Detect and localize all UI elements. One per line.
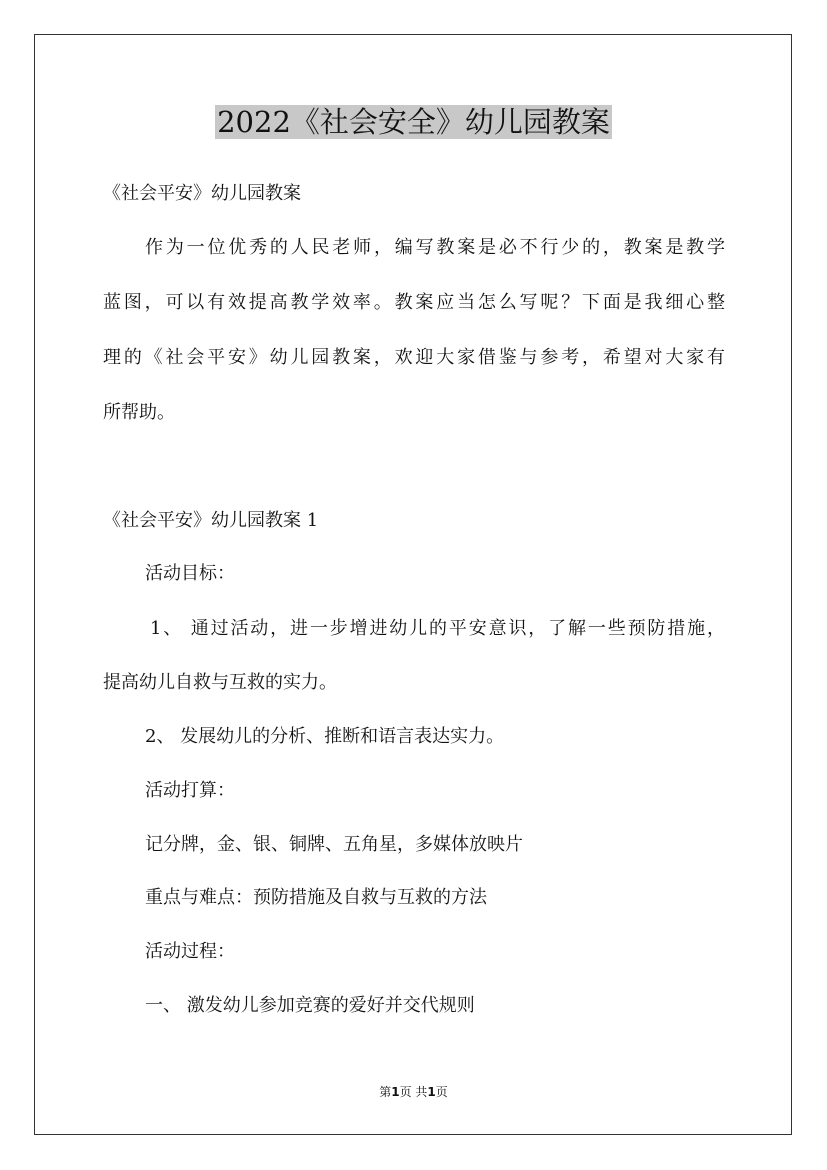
intro-line-3: 理的《社会平安》幼儿园教案，欢迎大家借鉴与参考，希望对大家有	[103, 347, 725, 368]
goal-1-line-2: 提高幼儿自救与互救的实力。	[103, 672, 337, 693]
intro-line-2: 蓝图，可以有效提高教学效率。教案应当怎么写呢？下面是我细心整	[103, 292, 725, 313]
footer-total-suffix: 页	[435, 1085, 448, 1099]
section-heading: 《社会平安》幼儿园教案 1	[103, 510, 319, 531]
footer-page-suffix: 页 共	[399, 1085, 428, 1099]
key-points: 重点与难点：预防措施及自救与互救的方法	[145, 887, 487, 908]
prep-heading: 活动打算：	[145, 780, 235, 801]
footer-page-prefix: 第	[379, 1085, 392, 1099]
process-step-1: 一、 激发幼儿参加竞赛的爱好并交代规则	[145, 995, 475, 1016]
goal-2: 2、 发展幼儿的分析、推断和语言表达实力。	[145, 726, 505, 747]
goal-1-line-1: 1、 通过活动，进一步增进幼儿的平安意识，了解一些预防措施，	[150, 618, 725, 639]
process-heading: 活动过程：	[145, 941, 235, 962]
document-subtitle: 《社会平安》幼儿园教案	[103, 183, 301, 204]
footer-total-pages: 1	[427, 1085, 436, 1099]
prep-items: 记分牌，金、银、铜牌、五角星，多媒体放映片	[145, 834, 523, 855]
page-footer	[0, 1083, 827, 1101]
goal-heading: 活动目标：	[145, 563, 235, 584]
document-title	[0, 100, 827, 144]
footer-page-number: 1	[391, 1085, 400, 1099]
intro-line-4: 所帮助。	[103, 402, 175, 423]
document-title-text: 2022《社会安全》幼儿园教案	[217, 105, 610, 139]
intro-line-1: 作为一位优秀的人民老师，编写教案是必不行少的，教案是教学	[145, 237, 725, 258]
